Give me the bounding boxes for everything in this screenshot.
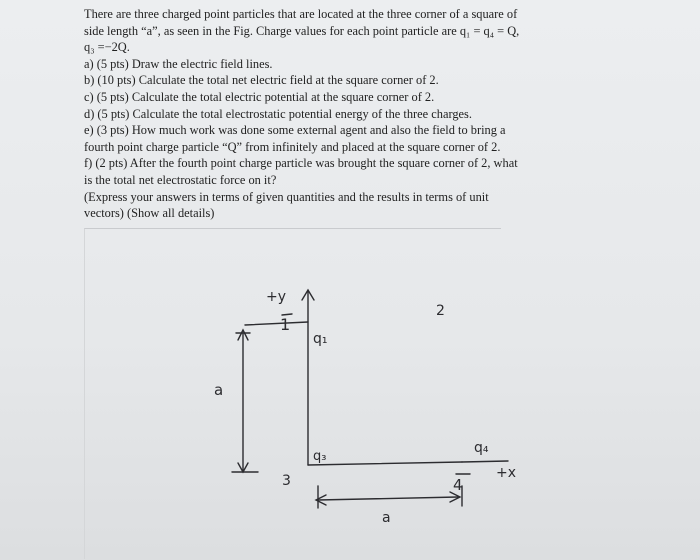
side-a-vertical-label: a (214, 381, 224, 399)
square-top-side (245, 322, 308, 325)
side-a-horizontal-label: a (382, 510, 391, 526)
problem-line-3: q₃ =−2Q. (84, 40, 130, 55)
x-axis-label: +x (496, 465, 517, 481)
part-e-line-2: fourth point charge particle “Q” from infinitely and placed at the square corner of 2. (84, 139, 501, 154)
instructions-line-1: (Express your answers in terms of given quantities and the results in terms of unit (84, 189, 489, 204)
part-d: d) (5 pts) Calculate the total electrostatic potential energy of the three charges. (84, 106, 472, 121)
problem-line-1: There are three charged point particles that are located at the three corner of a square of (84, 7, 518, 21)
part-b: b) (10 pts) Calculate the total net electric field at the square corner of 2. (84, 73, 439, 88)
square-bottom-side-x-axis (308, 462, 462, 465)
problem-line-2: side length “a”, as seen in the Fig. Charge values for each point particle are q₁ = q₄ = Q, (84, 23, 520, 38)
corner-2-label: 2 (436, 303, 445, 319)
q1-label: q₁ (313, 331, 328, 347)
part-c: c) (5 pts) Calculate the total electric potential at the square corner of 2. (84, 89, 435, 104)
figure-strokes (232, 290, 508, 508)
corner-3-label: 3 (282, 473, 291, 489)
corner-4-label: 4 (453, 476, 463, 494)
x-axis-extension (462, 461, 508, 462)
q3-label: q₃ (313, 449, 327, 464)
y-axis-label: +y (266, 289, 287, 305)
horizontal-dimension-line (318, 497, 458, 500)
part-a: a) (5 pts) Draw the electric field lines. (84, 56, 273, 71)
q4-label: q₄ (474, 440, 489, 456)
part-f-line-1: f) (2 pts) After the fourth point charge particle was brought the square corner of 2, what (84, 156, 518, 171)
instructions-line-2: vectors) (Show all details) (84, 206, 215, 221)
part-e-line-1: e) (3 pts) How much work was done some external agent and also the field to bring a (84, 123, 506, 138)
part-f-line-2: is the total net electrostatic force on it? (84, 172, 277, 187)
corner-1-label: 1 (280, 315, 291, 334)
